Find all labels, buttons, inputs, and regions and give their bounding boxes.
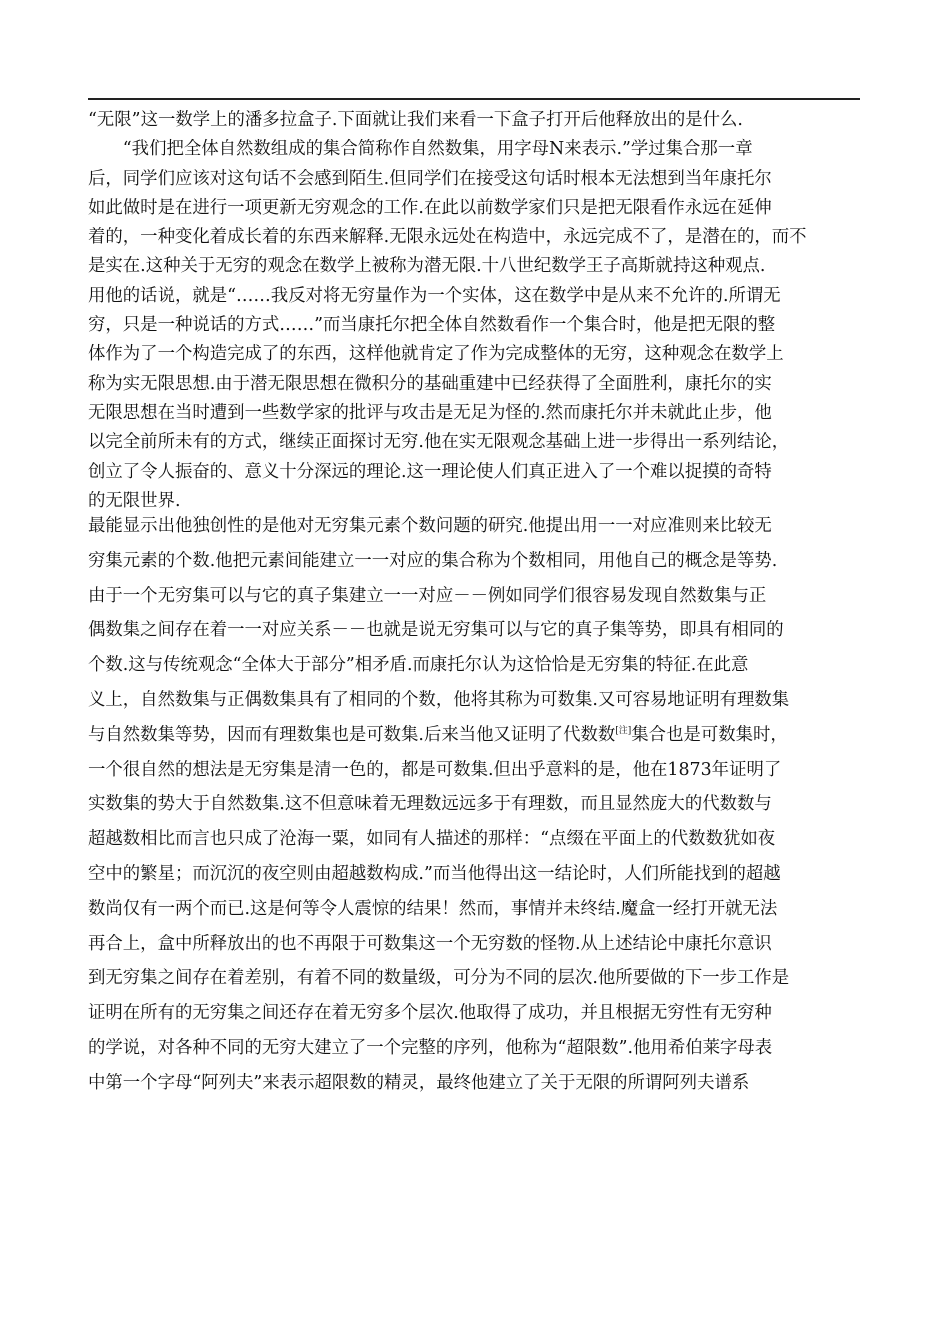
text-line: 用他的话说，就是“……我反对将无穷量作为一个实体，这在数学中是从来不允许的.所谓无 <box>88 285 781 306</box>
text-line: 个数.这与传统观念“全体大于部分”相矛盾.而康托尔认为这恰恰是无穷集的特征.在此意 <box>88 655 749 676</box>
text-line: 无限思想在当时遭到一些数学家的批评与攻击是无足为怪的.然而康托尔并未就此止步，他 <box>88 402 772 423</box>
text-line: 着的，一种变化着成长着的东西来解释.无限永远处在构造中，永远完成不了，是潜在的，而不 <box>88 227 807 248</box>
text-line: 中第一个字母“阿列夫”来表示超限数的精灵，最终他建立了关于无限的所谓阿列夫谱系 <box>88 1072 750 1093</box>
footnote-marker[interactable]: [注] <box>615 725 632 736</box>
text-line: 的学说，对各种不同的无穷大建立了一个完整的序列，他称为“超限数”.他用希伯莱字母表 <box>88 1037 773 1058</box>
text-line: 空中的繁星；而沉沉的夜空则由超越数构成.”而当他得出这一结论时，人们所能找到的超越 <box>88 863 781 884</box>
text-line: 创立了令人振奋的、意义十分深远的理论.这一理论使人们真正进入了一个难以捉摸的奇特 <box>88 461 772 482</box>
text-line: 再合上，盒中所释放出的也不再限于可数集这一个无穷数的怪物.从上述结论中康托尔意识 <box>88 933 772 954</box>
text-line: 穷集元素的个数.他把元素间能建立一一对应的集合称为个数相同，用他自己的概念是等势. <box>88 550 778 571</box>
paragraph-block-1 <box>88 106 860 516</box>
text-line: 的无限世界. <box>88 490 181 511</box>
text-line: 称为实无限思想.由于潜无限思想在微积分的基础重建中已经获得了全面胜利，康托尔的实 <box>88 373 772 394</box>
text-line: 穷，只是一种说话的方式……”而当康托尔把全体自然数看作一个集合时，他是把无限的整 <box>88 315 776 336</box>
text-line: 是实在.这种关于无穷的观念在数学上被称为潜无限.十八世纪数学王子高斯就持这种观点. <box>88 256 766 277</box>
text-line: 最能显示出他独创性的是他对无穷集元素个数问题的研究.他提出用一一对应准则来比较无 <box>88 516 772 536</box>
text-line: 到无穷集之间存在着差别，有着不同的数量级，可分为不同的层次.他所要做的下一步工作是 <box>88 968 790 989</box>
text-line: 由于一个无穷集可以与它的真子集建立一一对应－－例如同学们很容易发现自然数集与正 <box>88 585 767 606</box>
text-line: 超越数相比而言也只成了沧海一粟，如同有人描述的那样：“点缀在平面上的代数数犹如夜 <box>88 829 776 850</box>
text-line: 一个很自然的想法是无穷集是清一色的，都是可数集.但出乎意料的是，他在1873年证明了 <box>88 759 782 780</box>
text-fragment: 集合也是可数集时， <box>631 724 788 745</box>
text-line: 偶数集之间存在着一一对应关系－－也就是说无穷集可以与它的真子集等势，即具有相同的 <box>88 620 784 641</box>
text-line: 体作为了一个构造完成了的东西，这样他就肯定了作为完成整体的无穷，这种观念在数学上 <box>88 344 784 365</box>
text-line: “我们把全体自然数组成的集合简称作自然数集，用字母N来表示.”学过集合那一章 <box>88 139 753 160</box>
text-line: 数尚仅有一两个而已.这是何等令人震惊的结果！然而，事情并未终结.魔盒一经打开就无法 <box>88 898 778 919</box>
text-line: 如此做时是在进行一项更新无穷观念的工作.在此以前数学家们只是把无限看作永远在延伸 <box>88 197 772 218</box>
text-line: 以完全前所未有的方式，继续正面探讨无穷.他在实无限观念基础上进一步得出一系列结论， <box>88 432 790 453</box>
text-line: 义上，自然数集与正偶数集具有了相同的个数，他将其称为可数集.又可容易地证明有理数集 <box>88 689 790 710</box>
text-line: “无限”这一数学上的潘多拉盒子.下面就让我们来看一下盒子打开后他释放出的是什么. <box>88 110 743 130</box>
text-line: 证明在所有的无穷集之间还存在着无穷多个层次.他取得了成功，并且根据无穷性有无穷种 <box>88 1003 772 1024</box>
top-rule <box>88 98 860 100</box>
paragraph-block-2 <box>88 509 860 1101</box>
text-line: 后，同学们应该对这句话不会感到陌生.但同学们在接受这句话时根本无法想到当年康托尔 <box>88 168 772 189</box>
text-fragment: 与自然数集等势，因而有理数集也是可数集.后来当他又证明了代数数 <box>88 724 616 745</box>
text-line-with-footnote <box>88 718 860 753</box>
text-line: 实数集的势大于自然数集.这不但意味着无理数远远多于有理数，而且显然庞大的代数数与 <box>88 794 772 815</box>
